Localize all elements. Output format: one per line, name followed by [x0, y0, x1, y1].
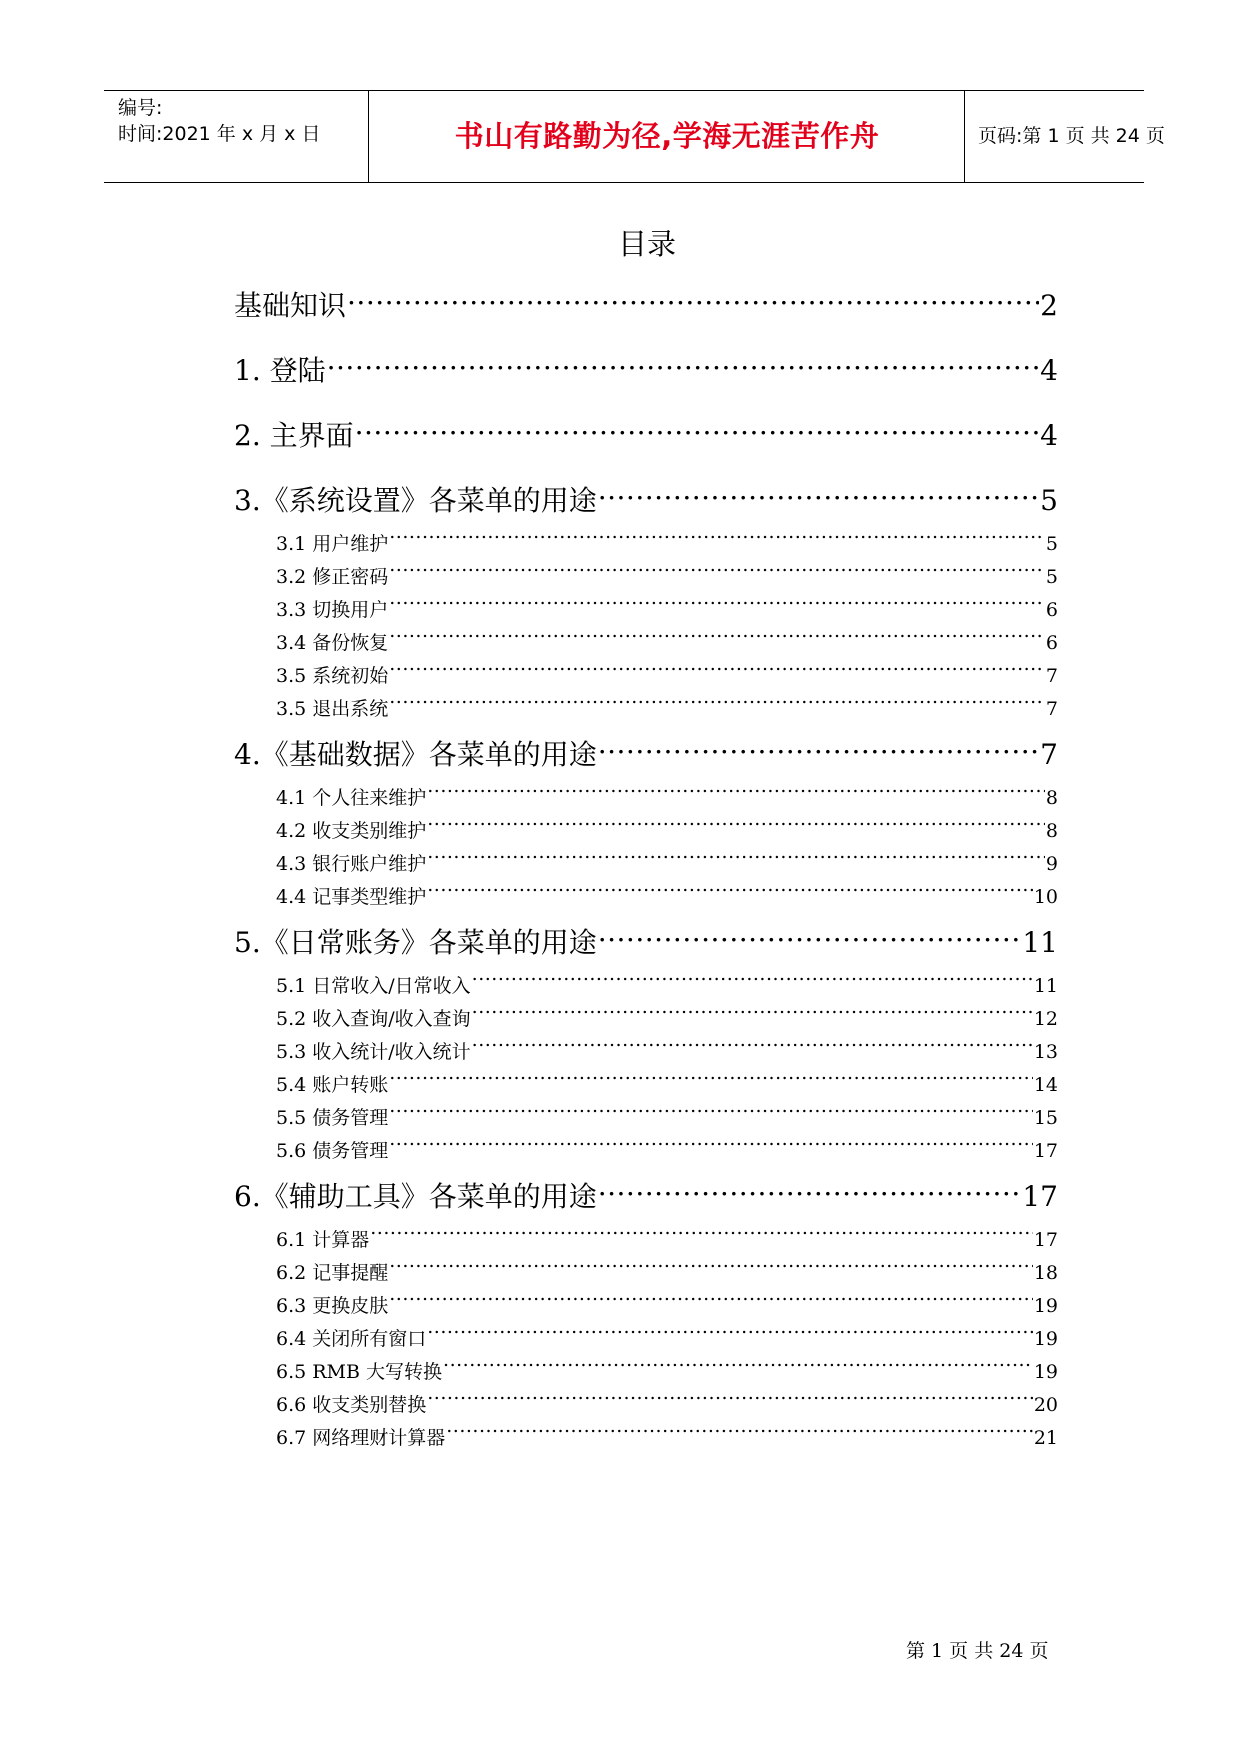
toc-entry-page-number: 5 [1045, 533, 1058, 555]
toc-entry-label: 6.5 RMB 大写转换 [276, 1361, 443, 1383]
page-header [104, 90, 1165, 183]
toc-dot-leader [472, 1006, 1033, 1025]
toc-entry-label: 5.1 日常收入/日常收入 [276, 975, 471, 997]
toc-dot-leader [389, 663, 1045, 682]
header-divider [964, 91, 965, 182]
header-page-number: 页码:第 1 页 共 24 页 [978, 125, 1165, 147]
toc-entry-chapter[interactable] [234, 736, 1058, 774]
toc-entry-label: 基础知识 [234, 289, 347, 322]
toc-entry-label: 6.《辅助工具》各菜单的用途 [234, 1180, 597, 1213]
toc-entry-section[interactable] [234, 848, 1058, 881]
toc-entry-section[interactable] [234, 1003, 1058, 1036]
header-meta [118, 91, 368, 182]
toc-entry-page-number: 9 [1045, 853, 1058, 875]
toc-dot-leader [389, 1260, 1033, 1279]
toc-dot-leader [389, 630, 1045, 649]
toc-entry-label: 5.《日常账务》各菜单的用途 [234, 926, 597, 959]
toc-entry-section[interactable] [234, 1036, 1058, 1069]
toc-entry-label: 5.6 债务管理 [276, 1140, 389, 1162]
toc-dot-leader [347, 287, 1039, 315]
toc-entry-label: 5.2 收入查询/收入查询 [276, 1008, 471, 1030]
toc-entry-page-number: 15 [1033, 1107, 1058, 1129]
header-motto: 书山有路勤为径,学海无涯苦作舟 [454, 119, 880, 153]
toc-entry-page-number: 19 [1033, 1361, 1058, 1383]
serial-label: 编号: [118, 97, 163, 119]
toc-entry-label: 3.4 备份恢复 [276, 632, 389, 654]
toc-entry-section[interactable] [234, 881, 1058, 914]
toc-entry-section[interactable] [234, 693, 1058, 726]
toc-entry-page-number: 8 [1045, 787, 1058, 809]
toc-entry-section[interactable] [234, 594, 1058, 627]
toc-dot-leader [389, 531, 1045, 550]
toc-dot-leader [598, 736, 1039, 764]
toc-entry-page-number: 7 [1045, 698, 1058, 720]
toc-entry-page-number: 10 [1033, 886, 1058, 908]
toc-entry-page-number: 5 [1040, 484, 1058, 517]
toc-entry-section[interactable] [234, 1257, 1058, 1290]
toc-entry-label: 6.1 计算器 [276, 1229, 370, 1251]
toc-entry-chapter[interactable] [234, 417, 1058, 455]
toc-entry-label: 6.7 网络理财计算器 [276, 1427, 446, 1449]
toc-entry-page-number: 11 [1033, 975, 1058, 997]
toc-entry-label: 4.3 银行账户维护 [276, 853, 427, 875]
toc-entry-label: 6.3 更换皮肤 [276, 1295, 389, 1317]
toc-dot-leader [327, 352, 1040, 380]
toc-entry-label: 4.1 个人往来维护 [276, 787, 427, 809]
toc-entry-label: 3.2 修正密码 [276, 566, 389, 588]
toc-dot-leader [389, 1293, 1033, 1312]
toc-entry-label: 6.4 关闭所有窗口 [276, 1328, 427, 1350]
toc-entry-chapter[interactable] [234, 924, 1058, 962]
toc-entry-page-number: 4 [1040, 354, 1058, 387]
toc-dot-leader [389, 564, 1045, 583]
toc-entry-page-number: 20 [1033, 1394, 1058, 1416]
toc-dot-leader [598, 482, 1039, 510]
toc-entry-section[interactable] [234, 1102, 1058, 1135]
toc-entry-section[interactable] [234, 815, 1058, 848]
toc-dot-leader [472, 1039, 1033, 1058]
toc-dot-leader [427, 818, 1045, 837]
toc-dot-leader [389, 1072, 1033, 1091]
toc-entry-section[interactable] [234, 561, 1058, 594]
toc-dot-leader [598, 1178, 1022, 1206]
toc-entry-chapter[interactable] [234, 352, 1058, 390]
page-footer: 第 1 页 共 24 页 [906, 1640, 1049, 1662]
toc-entry-page-number: 19 [1033, 1295, 1058, 1317]
toc-entry-page-number: 17 [1022, 1180, 1058, 1213]
toc-entry-section[interactable] [234, 1356, 1058, 1389]
toc-entry-label: 6.2 记事提醒 [276, 1262, 389, 1284]
toc-entry-chapter[interactable] [234, 1178, 1058, 1216]
toc-entry-section[interactable] [234, 782, 1058, 815]
toc-entry-page-number: 8 [1045, 820, 1058, 842]
date-label: 时间:2021 年 x 月 x 日 [118, 123, 321, 145]
toc-entry-label: 5.3 收入统计/收入统计 [276, 1041, 471, 1063]
toc-entry-page-number: 7 [1040, 738, 1058, 771]
toc-entry-section[interactable] [234, 1323, 1058, 1356]
toc-dot-leader [427, 884, 1033, 903]
toc-dot-leader [472, 973, 1033, 992]
toc-dot-leader [389, 597, 1045, 616]
toc-entry-section[interactable] [234, 1135, 1058, 1168]
toc-entry-page-number: 7 [1045, 665, 1058, 687]
toc-dot-leader [598, 924, 1022, 952]
toc-entry-page-number: 11 [1022, 926, 1058, 959]
toc-entry-label: 5.4 账户转账 [276, 1074, 389, 1096]
toc-entry-section[interactable] [234, 1290, 1058, 1323]
toc-entry-section[interactable] [234, 970, 1058, 1003]
toc-entry-label: 5.5 债务管理 [276, 1107, 389, 1129]
toc-entry-page-number: 5 [1045, 566, 1058, 588]
toc-entry-section[interactable] [234, 1389, 1058, 1422]
toc-entry-label: 3.3 切换用户 [276, 599, 389, 621]
toc-entry-page-number: 6 [1045, 632, 1058, 654]
toc-dot-leader [427, 785, 1045, 804]
toc-entry-label: 4.2 收支类别维护 [276, 820, 427, 842]
toc-dot-leader [355, 417, 1040, 445]
toc-dot-leader [370, 1227, 1033, 1246]
toc-entry-page-number: 14 [1033, 1074, 1058, 1096]
page-title: 目录 [617, 227, 676, 261]
toc-entry-section[interactable] [234, 660, 1058, 693]
toc-entry-section[interactable] [234, 627, 1058, 660]
toc-entry-label: 3.5 系统初始 [276, 665, 389, 687]
header-divider [368, 91, 369, 182]
toc-entry-page-number: 17 [1033, 1140, 1058, 1162]
toc-entry-page-number: 18 [1033, 1262, 1058, 1284]
toc-dot-leader [389, 1105, 1033, 1124]
toc-entry-label: 3.1 用户维护 [276, 533, 389, 555]
toc-entry-section[interactable] [234, 528, 1058, 561]
toc-dot-leader [427, 1326, 1033, 1345]
toc-entry-page-number: 2 [1040, 289, 1058, 322]
toc-entry-label: 2. 主界面 [234, 419, 354, 452]
toc-entry-page-number: 13 [1033, 1041, 1058, 1063]
toc-entry-label: 3.《系统设置》各菜单的用途 [234, 484, 597, 517]
toc-entry-label: 4.4 记事类型维护 [276, 886, 427, 908]
toc-entry-page-number: 12 [1033, 1008, 1058, 1030]
toc-entry-label: 4.《基础数据》各菜单的用途 [234, 738, 597, 771]
toc-entry-label: 1. 登陆 [234, 354, 326, 387]
toc-entry-page-number: 6 [1045, 599, 1058, 621]
toc-dot-leader [446, 1425, 1033, 1444]
toc-dot-leader [389, 1138, 1033, 1157]
toc-entry-page-number: 21 [1033, 1427, 1058, 1449]
toc-entry-page-number: 19 [1033, 1328, 1058, 1350]
toc-entry-chapter[interactable] [234, 482, 1058, 520]
toc-entry-chapter[interactable] [234, 287, 1058, 325]
toc-entry-label: 3.5 退出系统 [276, 698, 389, 720]
toc-entry-page-number: 17 [1033, 1229, 1058, 1251]
toc-entry-section[interactable] [234, 1422, 1058, 1455]
toc-dot-leader [427, 851, 1045, 870]
toc-entry-section[interactable] [234, 1069, 1058, 1102]
toc-dot-leader [443, 1359, 1033, 1378]
toc-entry-section[interactable] [234, 1224, 1058, 1257]
toc-entry-label: 6.6 收支类别替换 [276, 1394, 427, 1416]
table-of-contents [234, 287, 1058, 1455]
toc-dot-leader [389, 696, 1045, 715]
toc-dot-leader [427, 1392, 1033, 1411]
toc-entry-page-number: 4 [1040, 419, 1058, 452]
